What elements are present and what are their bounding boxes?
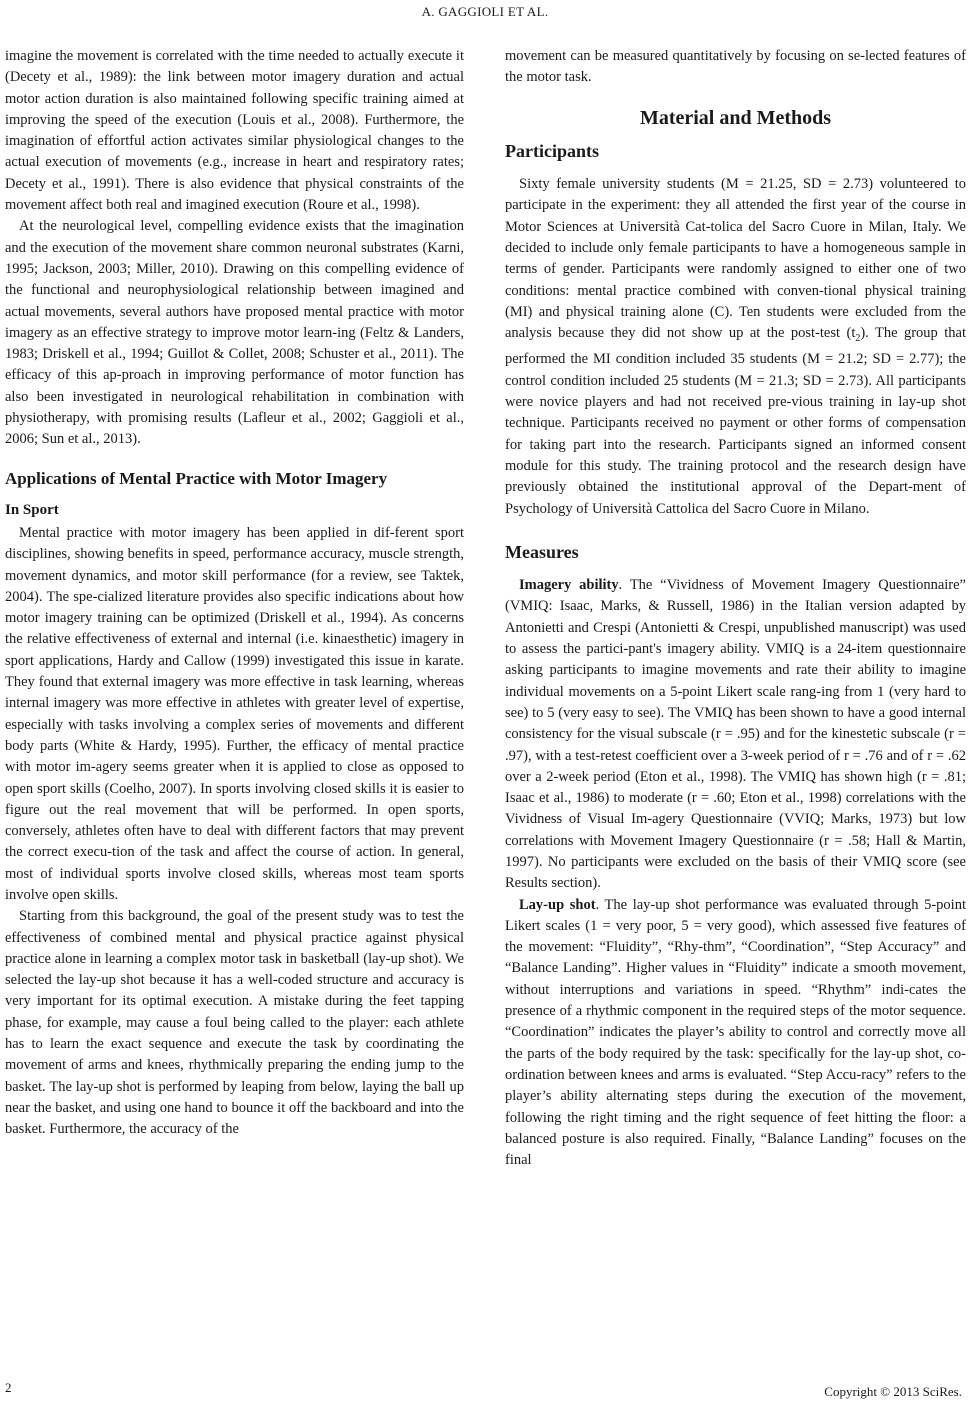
- paragraph: Lay-up shot. The lay-up shot performance was evaluated through 5-point Likert scales (1 = very poor, 5 = very good), which assessed five features of the movement: “Fluidity”, “Rhy-thm”, “Coordination”, “Step Accuracy” and “Balance Landing”. Higher values in “Fluidity” indicate a smooth movement, without interruptions and variations in speed. “Rhythm” indi-cates the presence of a rhythmic component in the required steps of the motor sequence. “Coordination” indicates the player’s ability to control and correctly move all the parts of the body required by the task: specifically for the lay-up shot, co-ordination between knees and arms is evaluated. “Step Accu-racy” refers to the player’s ability alternating steps during the execution of the movement, following the right timing and the right sequence of feet hitting the floor: a balanced posture is also required. Finally, “Balance Landing” focuses on the final: [505, 896, 966, 1169]
- paragraph: movement can be measured quantitatively by focusing on se-lected features of the motor task.: [505, 48, 966, 86]
- right-column: [505, 46, 966, 1171]
- section-title: Material and Methods: [639, 106, 832, 129]
- subsection-title: Participants: [505, 140, 599, 161]
- section-title: Applications of Mental Practice with Motor Imagery: [5, 468, 388, 488]
- paragraph: At the neurological level, compelling evidence exists that the imagination and the execution of the movement share common neuronal substrates (Karni, 1995; Jackson, 2003; Miller, 2010). Drawing on this compelling evidence of the functional and neurophysiological relationship between imagined and actual movements, several authors have proposed mental practice with motor imagery as an effective strategy to improve motor learn-ing (Feltz & Landers, 1983; Driskell et al., 1994; Guillot & Collet, 2008; Schuster et al., 2011). The efficacy of this ap-proach in improving performance of motor function has also been investigated in neurological rehabilitation in combination with physiotherapy, with promising results (Lafleur et al., 2002; Gaggioli et al., 2006; Sun et al., 2013).: [5, 218, 464, 448]
- run-in-heading: Lay-up shot: [519, 896, 596, 913]
- running-head: A. GAGGIOLI ET AL.: [421, 4, 549, 19]
- paragraph: Mental practice with motor imagery has been applied in dif-ferent sport disciplines, showing benefits in speed, performance accuracy, muscle strength, movement dynamics, and motor skill performance (for a review, see Taktek, 2004). The spe-cialized literature provides also specific indications about how motor imagery training can be optimized (Driskell et al., 1994). As concerns the relative effectiveness of external and internal (i.e. kinaesthetic) imagery in sport applications, Hardy and Callow (1999) investigated this issue in karate. They found that external imagery was more effective in task learning, whereas internal imagery was more effective in athletes with greater level of expertise, especially with tasks involving a complex series of movements and different body parts (White & Hardy, 1995). Further, the efficacy of mental practice with motor im-agery seems greater when it is applied to close as opposed to open sport skills (Coelho, 2007). In sports involving closed skills it is easier to figure out the real movement that will be performed. In open sports, conversely, athletes often have to deal with different factors that may prevent the correct execu-tion of the task and affect the course of action. In general, most of individual sports involve closed skills, whereas most team sports involve open skills.: [5, 524, 464, 903]
- copyright-notice: Copyright © 2013 SciRes.: [824, 1384, 962, 1399]
- subsection-title: Measures: [505, 541, 579, 562]
- run-in-heading: Imagery ability: [519, 577, 619, 594]
- paragraph: Starting from this background, the goal of the present study was to test the effectiveness of combined mental and physical practice against physical practice alone in learning a complex motor task in basketball (lay-up shot). We selected the lay-up shot because it has a well-coded structure and accuracy is very important for its optimal execution. A mistake during the feet tapping phase, for example, may cause a foul being called to the player: each athlete has to learn the exact sequence and execute the task by coordinating the movement of arms and knees, rhythmically preparing the ending jump to the basket. The lay-up shot is performed by leaping from below, laying the ball up near the basket, and using one hand to bounce it off the backboard and into the basket. Furthermore, the accuracy of the: [5, 908, 464, 1138]
- paragraph: imagine the movement is correlated with the time needed to actually execute it (Decety et al., 1989): the link between motor imagery duration and actual motor action duration is also maintained following specific training aimed at improving the speed of the execution (Louis et al., 2008). Furthermore, the imagination of effortful action activates similar physiological changes to the actual execution of movements (e.g., increase in heart and respiratory rates; Decety et al., 1991). There is also evidence that physical constraints of the movement affect both real and imagined execution (Roure et al., 1998).: [5, 48, 464, 214]
- page-number: 2: [5, 1380, 12, 1395]
- left-column: [5, 46, 464, 1141]
- subsection-title: In Sport: [5, 501, 59, 518]
- paragraph: Imagery ability. The “Vividness of Movement Imagery Questionnaire” (VMIQ: Isaac, Marks, & Russell, 1986) in the Italian version adapted by Antonietti and Crespi (Antonietti & Crespi, unpublished manuscript) was used to assess the partici-pant's imagery ability. VMIQ is a 24-item questionnaire asking participants to imagine movements and rate their ability to imagine individual movements on a 5-point Likert scale rang-ing from 1 (very hard to see) to 5 (very easy to see). The VMIQ has been shown to have a good internal consistency for the visual subscale (r = .95) and for the kinestetic subscale (r = .97), with a test-retest coefficient over a 3-week period of r = .76 and of r = .62 over a 2-week period (Eton et al., 1998). The VMIQ has shown high (r = .81; Isaac et al., 1986) to moderate (r = .60; Eton et al., 1998) correlations with the Vividness of Visual Im-agery Questionnaire (VVIQ; Marks, 1973) but low correlations with Movement Imagery Questionnaire (r = .58; Hall & Martin, 1997). No participants were excluded on the basis of their VMIQ score (see Results section).: [505, 577, 966, 892]
- paragraph: Sixty female university students (M = 21.25, SD = 2.73) volunteered to participate in the experiment: they all attended the first year of the course in Motor Sciences at Università Cat-tolica del Sacro Cuore in Milan, Italy. We decided to include only female participants to have a homogeneous sample in terms of gender. Participants were randomly assigned to either one of two conditions: mental practice combined with conven-tional physical training (MI) and physical training alone (C). Ten students were excluded from the analysis because they did not show up at the post-test $(t_2)$. The group that performed the MI condition included 35 students (M = 21.2; SD = 2.77); the control condition included 25 students (M = 21.3; SD = 2.73). All participants were novice players and had not received pre-vious training in lay-up shot technique. Participants received no payment or other forms of compensation for taking part into the research. Participants signed an informed consent module for this study. The training protocol and the research design have previously obtained the institutional approval of the Depart-ment of Psychology of Università Cattolica del Sacro Cuore in Milano.: [505, 176, 966, 517]
